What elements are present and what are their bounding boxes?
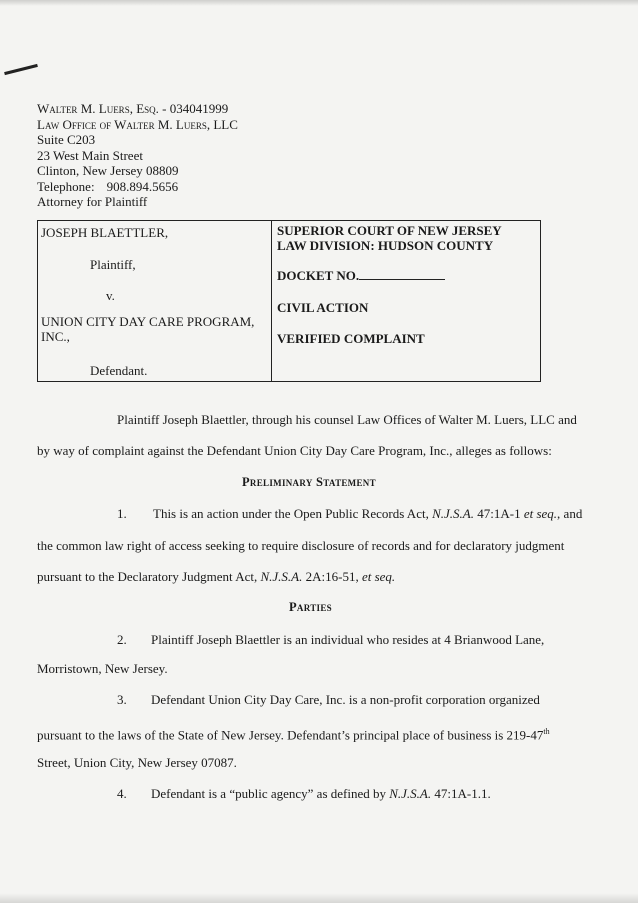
- paragraph-3-number: 3.: [117, 692, 127, 707]
- paragraph-3-line-2: pursuant to the laws of the State of New Jersey. Defendant’s principal place of business is 219-47th: [37, 727, 550, 743]
- caption-bottom-rule: [37, 381, 541, 382]
- paragraph-3-line-1: Defendant Union City Day Care, Inc. is a non-profit corporation organized: [151, 692, 540, 707]
- scan-edge-bottom: [0, 893, 638, 903]
- attorney-role: Attorney for Plaintiff: [37, 194, 148, 209]
- telephone-number: 908.894.5656: [106, 178, 179, 194]
- paragraph-1-line-1: This is an action under the Open Public Records Act, N.J.S.A. 47:1A-1 et seq., and: [153, 506, 583, 521]
- paragraph-4-line-1: Defendant is a “public agency” as defined by N.J.S.A. 47:1A-1.1.: [151, 786, 491, 801]
- attorney-street: 23 West Main Street: [37, 147, 143, 163]
- paragraph-4-number: 4.: [117, 786, 127, 801]
- caption-right-border: [540, 220, 541, 381]
- law-firm: Law Office of Walter M. Luers, LLC: [37, 116, 238, 132]
- attorney-city: Clinton, New Jersey 08809: [37, 163, 179, 178]
- attorney-block: [37, 101, 238, 210]
- court-division: LAW DIVISION: HUDSON COUNTY: [277, 238, 494, 253]
- caption-top-rule: [37, 220, 541, 221]
- defendant-name-line-2: INC.,: [41, 329, 70, 344]
- defendant-label: Defendant.: [90, 363, 148, 378]
- caption-left-border: [37, 220, 38, 381]
- paragraph-2-number: 2.: [117, 632, 127, 647]
- paragraph-2-line-1: Plaintiff Joseph Blaettler is an individual who resides at 4 Brianwood Lane,: [151, 632, 545, 647]
- intro-line-2: by way of complaint against the Defendant Union City Day Care Program, Inc., alleges as follows:: [37, 443, 552, 458]
- scan-mark: [4, 64, 38, 75]
- caption-divider: [271, 220, 272, 381]
- scan-edge-top: [0, 0, 638, 6]
- versus: v.: [106, 288, 115, 303]
- docket-number-row: [277, 268, 445, 283]
- parties-heading: Parties: [289, 600, 332, 614]
- docket-blank: [359, 268, 445, 280]
- preliminary-statement-heading: Preliminary Statement: [242, 475, 376, 489]
- paragraph-1-line-2: the common law right of access seeking to require disclosure of records and for declaratory judgment: [37, 538, 565, 553]
- paragraph-2-line-2: Morristown, New Jersey.: [37, 661, 168, 676]
- docket-label: DOCKET NO.: [277, 268, 360, 283]
- plaintiff-label: Plaintiff,: [90, 257, 136, 272]
- document-title: VERIFIED COMPLAINT: [277, 331, 425, 346]
- telephone-label: Telephone:: [37, 178, 95, 194]
- civil-action: CIVIL ACTION: [277, 300, 369, 315]
- attorney-suite: Suite C203: [37, 132, 96, 147]
- paragraph-1-number: 1.: [117, 506, 127, 521]
- paragraph-1-line-3: pursuant to the Declaratory Judgment Act, N.J.S.A. 2A:16-51, et seq.: [37, 569, 396, 584]
- attorney-telephone-row: [37, 179, 238, 195]
- court-name: SUPERIOR COURT OF NEW JERSEY: [277, 223, 502, 238]
- defendant-name-line-1: UNION CITY DAY CARE PROGRAM,: [41, 314, 255, 329]
- attorney-name: Walter M. Luers, Esq. - 034041999: [37, 101, 229, 116]
- plaintiff-name: JOSEPH BLAETTLER,: [41, 225, 169, 240]
- intro-line-1: Plaintiff Joseph Blaettler, through his counsel Law Offices of Walter M. Luers, LLC and: [117, 412, 577, 427]
- paragraph-3-line-3: Street, Union City, New Jersey 07087.: [37, 755, 237, 770]
